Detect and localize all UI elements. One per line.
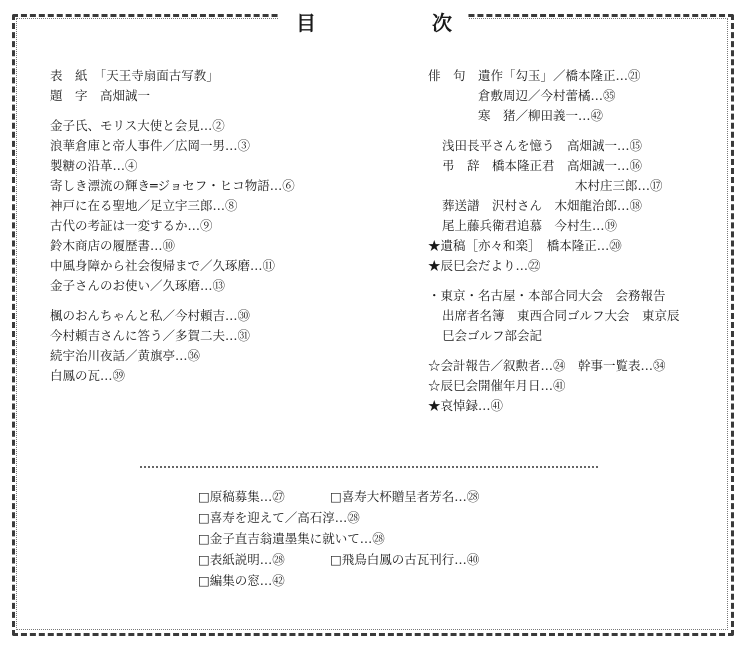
toc-entry: □表紙説明…㉘ (198, 552, 285, 567)
toc-entry: 葬送譜 沢村さん 木畑龍治郎…⑱ (442, 198, 643, 213)
toc-entry: ・東京・名古屋・本部合同大会 会務報告 (428, 288, 666, 303)
toc-entry: 製糖の沿革…④ (50, 158, 138, 173)
toc-entry: 倉敷周辺／今村蕾橘…㉟ (478, 88, 616, 103)
toc-entry: 尾上藤兵衛君追慕 今村生…⑲ (442, 218, 618, 233)
toc-entry: 木村庄三郎…⑰ (575, 178, 663, 193)
toc-entry: 俳 句 遺作「勾玉」／橋本隆正…㉑ (428, 68, 641, 83)
toc-entry: 寒 猪／柳田義一…㊷ (478, 108, 604, 123)
title-char-2: 次 (432, 11, 453, 35)
toc-entry: 鈴木商店の履歴書…⑩ (50, 238, 176, 253)
toc-entry: ★遺稿［亦々和楽］ 橋本隆正…⑳ (428, 238, 622, 253)
toc-entry: 楓のおんちゃんと私／今村頼吉…㉚ (50, 308, 251, 323)
toc-entry: ★辰巳会だより…㉒ (428, 258, 541, 273)
toc-entry: ★哀悼録…㊶ (428, 398, 504, 413)
dotted-divider (140, 466, 598, 468)
toc-entry: 今村頼吉さんに答う／多賀二夫…㉛ (50, 328, 251, 343)
toc-entry: 浪華倉庫と帝人事件／広岡一男…③ (50, 138, 251, 153)
toc-entry: □編集の窓…㊷ (198, 573, 285, 588)
title-char-1: 目 (296, 11, 317, 35)
right-column (428, 66, 680, 416)
toc-entry: 寄しき漂流の輝き═ジョセフ・ヒコ物語…⑥ (50, 178, 295, 193)
toc-entry: ☆会計報告／叙勲者…㉔ 幹事一覧表…㉞ (428, 358, 666, 373)
toc-entry: 中風身障から社会復帰まで／久琢磨…⑪ (50, 258, 276, 273)
bottom-list (198, 486, 480, 591)
toc-entry: 金子さんのお使い／久琢磨…⑬ (50, 278, 226, 293)
toc-entry: 金子氏、モリス大使と会見…② (50, 118, 225, 133)
left-column (50, 66, 295, 386)
toc-entry: 弔 辞 橋本隆正君 高畑誠一…⑯ (442, 158, 643, 173)
toc-entry: 表 紙 「天王寺扇面古写教」 (50, 68, 219, 83)
toc-entry: 題 字 高畑誠一 (50, 88, 151, 103)
toc-entry: 浅田長平さんを憶う 高畑誠一…⑮ (442, 138, 643, 153)
toc-entry: □飛鳥白鳳の古瓦刊行…㊵ (330, 552, 480, 567)
toc-entry: □金子直吉翁遺墨集に就いて…㉘ (198, 531, 385, 546)
toc-entry: □原稿募集…㉗ (198, 489, 285, 504)
toc-entry: □喜寿大杯贈呈者芳名…㉘ (330, 489, 480, 504)
toc-entry: 神戸に在る聖地／足立宇三郎…⑧ (50, 198, 238, 213)
toc-entry: 白鳳の瓦…㊴ (50, 368, 126, 383)
toc-entry: 古代の考証は一変するか…⑨ (50, 218, 213, 233)
toc-entry: 巳会ゴルフ部会記 (442, 328, 543, 343)
toc-entry: 出席者名簿 東西合同ゴルフ大会 東京辰 (442, 308, 680, 323)
toc-entry: 続宇治川夜話／黄旗亭…㊱ (50, 348, 201, 363)
toc-entry: □喜寿を迎えて／高石淳…㉘ (198, 510, 360, 525)
toc-entry: ☆辰巳会開催年月日…㊶ (428, 378, 566, 393)
